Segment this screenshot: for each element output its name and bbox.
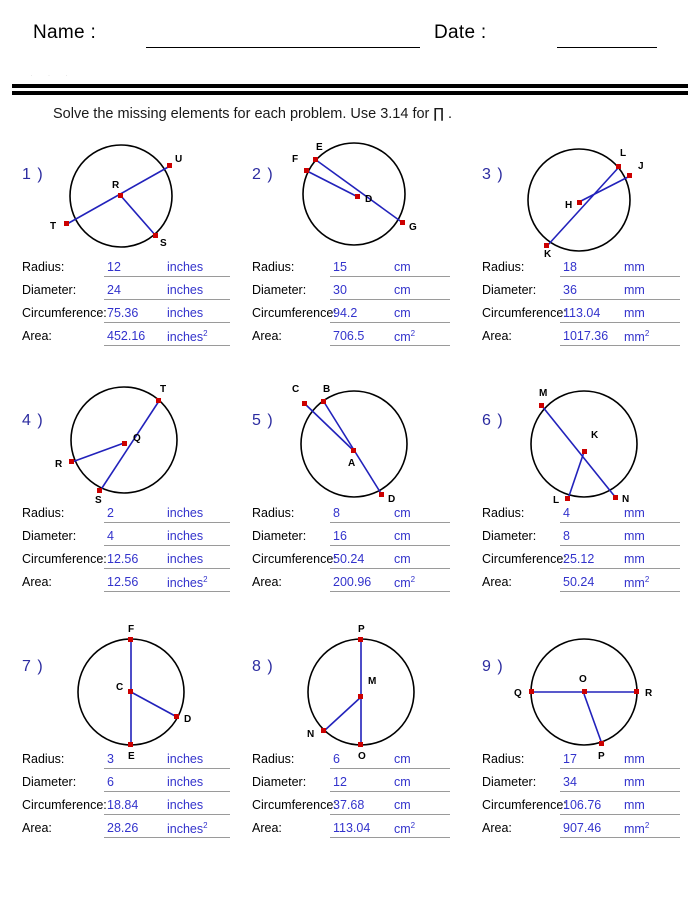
circumference-unit: cm — [394, 552, 411, 566]
circle-figure-1 — [46, 130, 226, 258]
point-label-U: U — [175, 154, 183, 165]
diameter-label: Diameter: — [252, 775, 307, 789]
radius-unit: cm — [394, 260, 411, 274]
answer-row-diameter — [252, 527, 460, 550]
problem-cell-2 — [234, 130, 467, 376]
area-value: 28.26 — [107, 821, 139, 835]
problem-cell-3 — [464, 130, 697, 376]
area-unit: $mm^2$ — [624, 821, 650, 837]
problem-cell-1 — [4, 130, 237, 376]
answer-row-area — [482, 573, 690, 596]
radius-label: Radius: — [482, 752, 525, 766]
problem-cell-6 — [464, 376, 697, 622]
answer-row-diameter — [482, 281, 690, 304]
radius-unit: mm — [624, 260, 645, 274]
point-label-B: B — [323, 384, 331, 395]
answer-row-area — [482, 819, 690, 842]
answer-row-radius — [252, 258, 460, 281]
area-unit: inches$^2$ — [167, 575, 208, 591]
answer-block — [22, 750, 230, 842]
center-label-A: A — [348, 458, 356, 469]
problem-cell-8 — [234, 622, 467, 868]
problem-number: 1 ) — [22, 166, 44, 183]
answer-row-diameter — [22, 281, 230, 304]
diameter-value: 12 — [333, 775, 347, 789]
problem-number: 5 ) — [252, 412, 274, 429]
answer-row-area — [252, 573, 460, 596]
diameter-field[interactable] — [560, 773, 680, 792]
answer-row-radius — [22, 750, 230, 773]
point-label-F: F — [128, 624, 135, 635]
pi-symbol-icon: ∏ — [433, 106, 445, 122]
date-write-line[interactable] — [557, 47, 657, 48]
problem-number: 7 ) — [22, 658, 44, 675]
point-label-F: F — [292, 154, 299, 165]
radius-unit: cm — [394, 752, 411, 766]
area-value: 706.5 — [333, 329, 365, 343]
answer-block — [252, 258, 460, 350]
answer-block — [252, 750, 460, 842]
radius-label: Radius: — [482, 506, 525, 520]
diameter-label: Diameter: — [22, 529, 77, 543]
point-label-N: N — [307, 729, 315, 740]
radius-value: 15 — [333, 260, 347, 274]
circumference-unit: inches — [167, 552, 204, 566]
answer-row-radius — [482, 258, 690, 281]
circle-figure-2 — [276, 130, 456, 258]
circumference-value: 94.2 — [333, 306, 358, 320]
radius-label: Radius: — [252, 752, 295, 766]
name-label: Name : — [33, 22, 97, 43]
diameter-label: Diameter: — [252, 529, 307, 543]
diameter-unit: cm — [394, 775, 411, 789]
center-label-O: O — [579, 674, 587, 685]
point-label-K: K — [544, 249, 552, 260]
circumference-field[interactable] — [560, 550, 680, 569]
circumference-unit: mm — [624, 552, 645, 566]
point-label-D: D — [184, 714, 192, 725]
point-label-P: P — [358, 624, 365, 635]
diameter-value: 16 — [333, 529, 347, 543]
answer-block — [252, 504, 460, 596]
problem-grid — [0, 130, 700, 868]
problem-number: 9 ) — [482, 658, 504, 675]
diameter-label: Diameter: — [482, 529, 537, 543]
area-unit: $cm^2$ — [394, 329, 416, 345]
circle-figure-3 — [506, 130, 686, 258]
diameter-field[interactable] — [104, 281, 230, 300]
radius-unit: inches — [167, 506, 204, 520]
circumference-value: 50.24 — [333, 552, 365, 566]
area-unit: $cm^2$ — [394, 821, 416, 837]
area-field[interactable] — [330, 819, 450, 838]
problem-row — [0, 376, 700, 622]
point-label-E: E — [316, 142, 323, 153]
instruction-text — [53, 106, 452, 122]
radius-value: 18 — [563, 260, 577, 274]
circumference-label: Circumference: — [22, 552, 107, 566]
answer-block — [482, 750, 690, 842]
radius-field[interactable] — [560, 258, 680, 277]
area-label: Area: — [252, 821, 282, 835]
answer-row-radius — [22, 504, 230, 527]
diameter-unit: inches — [167, 775, 204, 789]
radius-unit: inches — [167, 752, 204, 766]
radius-value: 17 — [563, 752, 577, 766]
point-label-T: T — [160, 384, 167, 395]
area-label: Area: — [482, 821, 512, 835]
instruction-text-before: Solve the missing elements for each problem. Use 3.14 for — [53, 106, 434, 122]
point-label-R: R — [645, 688, 653, 699]
answer-row-radius — [482, 504, 690, 527]
answer-row-radius — [252, 750, 460, 773]
answer-block — [22, 258, 230, 350]
circumference-field[interactable] — [104, 550, 230, 569]
circumference-value: 106.76 — [563, 798, 602, 812]
diameter-label: Diameter: — [482, 283, 537, 297]
area-unit: $mm^2$ — [624, 575, 650, 591]
area-value: 907.46 — [563, 821, 602, 835]
center-label-M: M — [368, 676, 377, 687]
circumference-label: Circumference: — [22, 798, 107, 812]
center-label-R: R — [112, 180, 120, 191]
diameter-field[interactable] — [330, 281, 450, 300]
diameter-field[interactable] — [560, 281, 680, 300]
circumference-unit: mm — [624, 306, 645, 320]
circumference-field[interactable] — [330, 550, 450, 569]
area-value: 12.56 — [107, 575, 139, 589]
diameter-field[interactable] — [104, 773, 230, 792]
diameter-field[interactable] — [330, 773, 450, 792]
answer-row-diameter — [252, 281, 460, 304]
circumference-label: Circumference: — [252, 306, 337, 320]
circumference-field[interactable] — [560, 304, 680, 323]
diameter-label: Diameter: — [22, 283, 77, 297]
faint-watermark-mark: · · · — [30, 70, 74, 80]
area-field[interactable] — [104, 573, 230, 592]
radius-field[interactable] — [104, 504, 230, 523]
circumference-value: 18.84 — [107, 798, 139, 812]
answer-row-area — [22, 819, 230, 842]
radius-field[interactable] — [560, 750, 680, 769]
point-label-L: L — [553, 495, 560, 506]
point-label-D: D — [388, 494, 396, 505]
name-write-line[interactable] — [146, 47, 420, 48]
answer-row-circumference — [22, 550, 230, 573]
radius-unit: inches — [167, 260, 204, 274]
diameter-unit: inches — [167, 529, 204, 543]
circumference-label: Circumference: — [482, 552, 567, 566]
answer-row-diameter — [482, 527, 690, 550]
radius-label: Radius: — [22, 506, 65, 520]
area-label: Area: — [482, 575, 512, 589]
radius-value: 12 — [107, 260, 121, 274]
radius-unit: mm — [624, 752, 645, 766]
point-label-S: S — [160, 238, 167, 249]
header-divider-bar — [12, 84, 688, 95]
center-label-K: K — [591, 430, 599, 441]
diameter-value: 36 — [563, 283, 577, 297]
point-label-M: M — [539, 388, 548, 399]
answer-row-circumference — [482, 796, 690, 819]
point-label-C: C — [292, 384, 300, 395]
point-label-G: G — [409, 222, 417, 233]
circumference-value: 113.04 — [563, 306, 601, 320]
circle-figure-5 — [276, 376, 456, 504]
area-value: 50.24 — [563, 575, 595, 589]
point-label-R: R — [55, 459, 63, 470]
worksheet-header — [0, 22, 700, 62]
circumference-field[interactable] — [330, 304, 450, 323]
radius-field[interactable] — [330, 750, 450, 769]
center-label-C: C — [116, 682, 124, 693]
diameter-value: 34 — [563, 775, 577, 789]
answer-row-area — [22, 327, 230, 350]
area-value: 113.04 — [333, 821, 371, 835]
radius-field[interactable] — [560, 504, 680, 523]
diameter-unit: mm — [624, 283, 645, 297]
answer-row-radius — [22, 258, 230, 281]
area-value: 1017.36 — [563, 329, 609, 343]
answer-row-circumference — [482, 304, 690, 327]
answer-block — [482, 258, 690, 350]
answer-row-diameter — [482, 773, 690, 796]
circumference-value: 12.56 — [107, 552, 139, 566]
radius-value: 3 — [107, 752, 114, 766]
circumference-label: Circumference: — [22, 306, 107, 320]
circumference-unit: cm — [394, 798, 411, 812]
center-label-Q: Q — [133, 433, 141, 444]
circumference-value: 75.36 — [107, 306, 139, 320]
answer-row-area — [252, 327, 460, 350]
answer-row-diameter — [22, 773, 230, 796]
area-unit: $mm^2$ — [624, 329, 650, 345]
circumference-label: Circumference: — [482, 306, 567, 320]
answer-row-area — [482, 327, 690, 350]
point-label-Q: Q — [514, 688, 522, 699]
answer-block — [22, 504, 230, 596]
problem-number: 3 ) — [482, 166, 504, 183]
point-label-T: T — [50, 221, 57, 232]
diameter-unit: inches — [167, 283, 204, 297]
date-label: Date : — [434, 22, 487, 43]
radius-unit: cm — [394, 506, 411, 520]
problem-cell-9 — [464, 622, 697, 868]
circumference-unit: inches — [167, 306, 204, 320]
circumference-unit: cm — [394, 306, 411, 320]
problem-cell-4 — [4, 376, 237, 622]
radius-unit: mm — [624, 506, 645, 520]
answer-row-circumference — [252, 304, 460, 327]
diameter-unit: mm — [624, 529, 645, 543]
circumference-label: Circumference: — [252, 552, 337, 566]
center-label-D: D — [365, 194, 373, 205]
radius-label: Radius: — [22, 260, 65, 274]
circle-figure-6 — [506, 376, 686, 504]
area-label: Area: — [252, 329, 282, 343]
circumference-unit: inches — [167, 798, 204, 812]
diameter-value: 6 — [107, 775, 114, 789]
diameter-label: Diameter: — [22, 775, 77, 789]
radius-field[interactable] — [104, 750, 230, 769]
radius-field[interactable] — [330, 258, 450, 277]
problem-cell-5 — [234, 376, 467, 622]
circumference-value: 37.68 — [333, 798, 365, 812]
diameter-value: 24 — [107, 283, 121, 297]
radius-label: Radius: — [482, 260, 525, 274]
circumference-field[interactable] — [330, 796, 450, 815]
diameter-field[interactable] — [330, 527, 450, 546]
point-label-L: L — [620, 148, 627, 159]
point-label-N: N — [622, 494, 630, 505]
area-label: Area: — [22, 329, 52, 343]
radius-value: 6 — [333, 752, 340, 766]
problem-number: 4 ) — [22, 412, 44, 429]
answer-block — [482, 504, 690, 596]
area-label: Area: — [252, 575, 282, 589]
answer-row-circumference — [252, 796, 460, 819]
diameter-value: 4 — [107, 529, 114, 543]
area-field[interactable] — [104, 327, 230, 346]
radius-value: 2 — [107, 506, 114, 520]
area-field[interactable] — [330, 573, 450, 592]
answer-row-radius — [482, 750, 690, 773]
problem-row — [0, 622, 700, 868]
answer-row-area — [22, 573, 230, 596]
answer-row-diameter — [252, 773, 460, 796]
center-label-H: H — [565, 200, 573, 211]
problem-number: 2 ) — [252, 166, 274, 183]
area-unit: $cm^2$ — [394, 575, 416, 591]
diameter-value: 8 — [563, 529, 570, 543]
area-field[interactable] — [330, 327, 450, 346]
radius-label: Radius: — [252, 506, 295, 520]
point-label-S: S — [95, 495, 102, 506]
radius-label: Radius: — [252, 260, 295, 274]
area-unit: inches$^2$ — [167, 329, 208, 345]
area-field[interactable] — [560, 819, 680, 838]
answer-row-diameter — [22, 527, 230, 550]
diameter-unit: cm — [394, 529, 411, 543]
circle-figure-4 — [46, 376, 226, 504]
answer-row-circumference — [252, 550, 460, 573]
circumference-value: 25.12 — [563, 552, 595, 566]
circumference-field[interactable] — [104, 796, 230, 815]
diameter-value: 30 — [333, 283, 347, 297]
radius-label: Radius: — [22, 752, 65, 766]
area-label: Area: — [482, 329, 512, 343]
area-field[interactable] — [104, 819, 230, 838]
point-label-O: O — [358, 751, 366, 762]
problem-row — [0, 130, 700, 376]
circumference-label: Circumference: — [482, 798, 567, 812]
problem-cell-7 — [4, 622, 237, 868]
area-unit: inches$^2$ — [167, 821, 208, 837]
diameter-field[interactable] — [104, 527, 230, 546]
answer-row-area — [252, 819, 460, 842]
radius-field[interactable] — [104, 258, 230, 277]
area-field[interactable] — [560, 327, 680, 346]
instruction-text-after: . — [444, 106, 453, 122]
diameter-label: Diameter: — [252, 283, 307, 297]
answer-row-circumference — [22, 796, 230, 819]
diameter-label: Diameter: — [482, 775, 537, 789]
circumference-label: Circumference: — [252, 798, 337, 812]
point-label-E: E — [128, 751, 135, 762]
radius-value: 8 — [333, 506, 340, 520]
circumference-field[interactable] — [560, 796, 680, 815]
point-label-P: P — [598, 751, 605, 762]
area-label: Area: — [22, 821, 52, 835]
area-label: Area: — [22, 575, 52, 589]
area-value: 200.96 — [333, 575, 372, 589]
radius-value: 4 — [563, 506, 570, 520]
diameter-unit: cm — [394, 283, 411, 297]
answer-row-radius — [252, 504, 460, 527]
radius-field[interactable] — [330, 504, 450, 523]
circumference-unit: mm — [624, 798, 645, 812]
answer-row-circumference — [482, 550, 690, 573]
diameter-unit: mm — [624, 775, 645, 789]
area-field[interactable] — [560, 573, 680, 592]
circumference-field[interactable] — [104, 304, 230, 323]
point-label-J: J — [638, 161, 644, 172]
problem-number: 8 ) — [252, 658, 274, 675]
area-value: 452.16 — [107, 329, 146, 343]
problem-number: 6 ) — [482, 412, 504, 429]
diameter-field[interactable] — [560, 527, 680, 546]
answer-row-circumference — [22, 304, 230, 327]
